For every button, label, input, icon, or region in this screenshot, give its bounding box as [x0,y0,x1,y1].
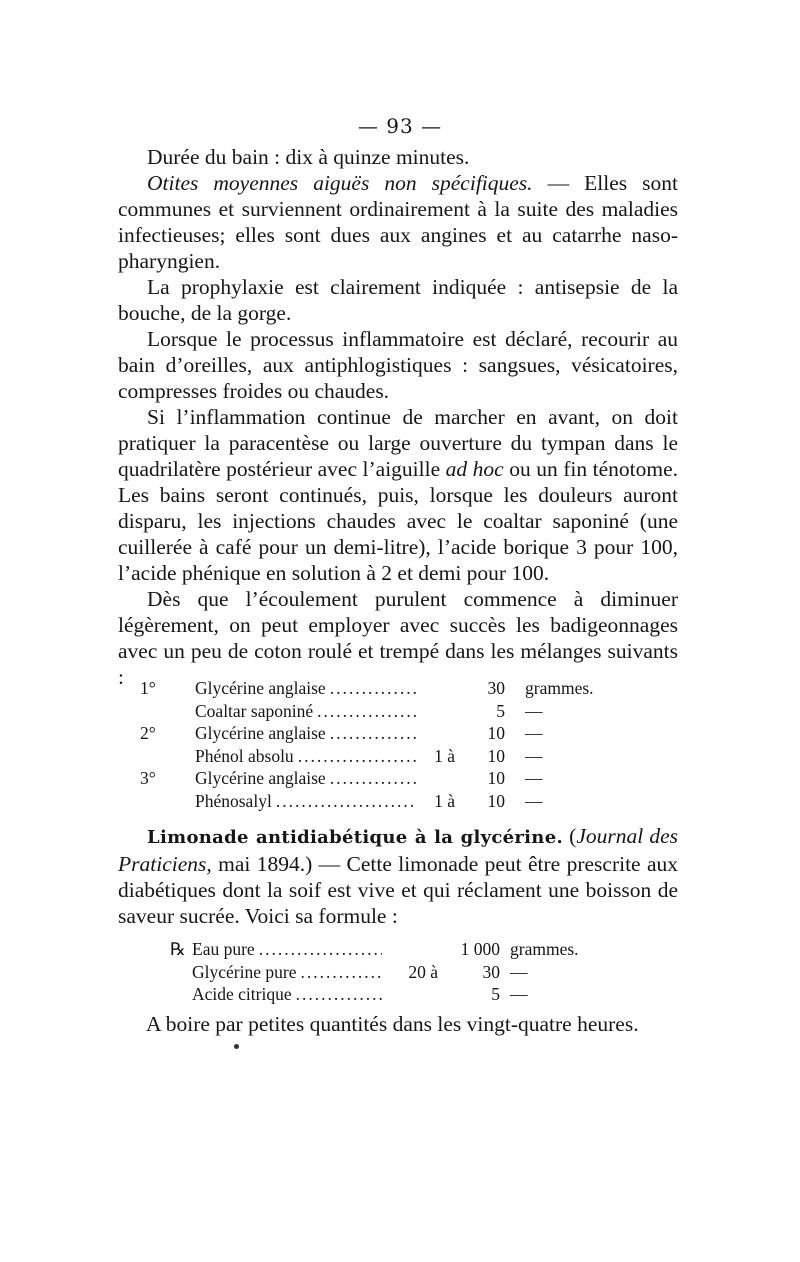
otites-body: — Elles sont communes et surviennent ordinairement à la suite des maladies infectieuses; elles sont dues aux angines et au catarrhe naso-pharyngien. [118,171,678,273]
leader-dots [330,677,417,700]
mixture-row [140,767,620,790]
mixture-row [140,722,620,745]
page-number: — 93 — [357,114,443,138]
mixture-unit: — [525,700,543,721]
paragraph-otites [118,170,678,274]
formula-range: 20 à [408,961,438,982]
limonade-journal: Journal des Praticiens [118,824,678,876]
limonade-date: , mai 1894.) [206,852,313,876]
limonade-formula [170,938,610,1006]
mixture-name: Phénosalyl [195,790,272,811]
mixture-row [140,745,620,768]
mixture-name: Glycérine anglaise [195,768,326,788]
limonade-source-open: ( [563,824,577,848]
paragraph-processus: Lorsque le processus inflammatoire est déclaré, recourir au bain d’oreilles, aux antiphlogistiques : sangsues, vésicatoires, compresses froides ou chaudes. [118,327,678,403]
body-text-top [118,144,678,690]
paragraph-ecoulement: Dès que l’écoulement purulent commence à diminuer légèrement, on peut employer avec succès les badigeonnages avec un peu de coton roulé et trempé dans les mélanges suivants : [118,587,678,689]
formula-row [170,961,610,984]
paragraph-inflammation [118,404,678,586]
mixture-qty: 10 [487,768,505,788]
leader-dots [330,722,417,745]
mixture-unit: — [525,745,543,766]
mixture-unit: grammes. [525,678,594,698]
mixture-qty: 30 [487,678,505,698]
mixture-name: Coaltar saponiné [195,700,314,721]
mixture-range: 1 à [434,745,455,766]
leader-dots [259,938,382,961]
mixture-unit: — [525,723,543,743]
mixture-row [140,700,620,723]
formula-row [170,938,610,961]
formula-name: Glycérine pure [192,961,297,982]
inflammation-text-b: ou un fin ténotome. Les bains seront continués, puis, lorsque les douleurs auront disparu, les injections chaudes avec le coaltar saponiné (une cuillerée à café pour un demi-litre), l’acide borique 3 pour 100, l’acide phénique en solution à 2 et demi pour 100. [118,457,679,585]
formula-qty: 1 000 [460,939,500,959]
mixture-qty: 10 [487,745,505,766]
limonade-heading: Limonade antidiabétique à la glycérine. [147,827,564,848]
inflammation-adhoc: ad hoc [445,457,504,481]
leader-dots [317,700,417,723]
formula-row [170,983,610,1006]
mixture-name: Glycérine anglaise [195,678,326,698]
mixture-qty: 5 [496,700,505,721]
recipe-icon: ℞ [170,939,186,959]
inflammation-text-a: Si l’inflammation continue de marcher en avant, on doit pratiquer la paracentèse ou large ouverture du tympan dans le quadrilatère postérieur avec l’aiguille [118,405,678,481]
mixture-name: Phénol absolu [195,745,294,766]
mixture-range: 1 à [434,790,455,811]
formula-unit: — [510,961,528,982]
mixture-qty: 10 [487,790,505,811]
mixtures-list [140,677,620,812]
formula-name: Eau pure [192,939,255,959]
leader-dots [298,745,417,768]
formula-name: Acide citrique [192,984,292,1004]
formula-qty: 5 [491,984,500,1004]
paragraph-prophylaxie: La prophylaxie est clairement indiquée : antisepsie de la bouche, de la gorge. [118,275,678,325]
mixture-num: 1° [140,678,156,698]
leader-dots [276,790,417,813]
mixture-num: 3° [140,768,156,788]
mixture-row [140,677,620,700]
mixture-name: Glycérine anglaise [195,723,326,743]
mixture-row [140,790,620,813]
mixture-qty: 10 [487,723,505,743]
paragraph-limonade [118,823,678,929]
paragraph-duree: Durée du bain : dix à quinze minutes. [147,145,470,169]
formula-unit: — [510,984,528,1004]
limonade-body: — Cette limonade peut être prescrite aux diabétiques dont la soif est vive et qui réclament une boisson de saveur sucrée. Voici sa formule : [118,852,678,928]
mixture-num: 2° [140,723,156,743]
leader-dots [330,767,417,790]
mixture-unit: — [525,790,543,811]
ink-dot [234,1044,239,1049]
leader-dots [296,983,382,1006]
formula-qty: 30 [482,961,500,982]
body-text-limonade [118,823,678,929]
mixture-unit: — [525,768,543,788]
closing-line: A boire par petites quantités dans les vingt-quatre heures. [146,1012,639,1036]
leader-dots [300,961,382,984]
formula-unit: grammes. [510,939,579,959]
otites-heading: Otites moyennes aiguës non spécifiques. [147,171,533,195]
